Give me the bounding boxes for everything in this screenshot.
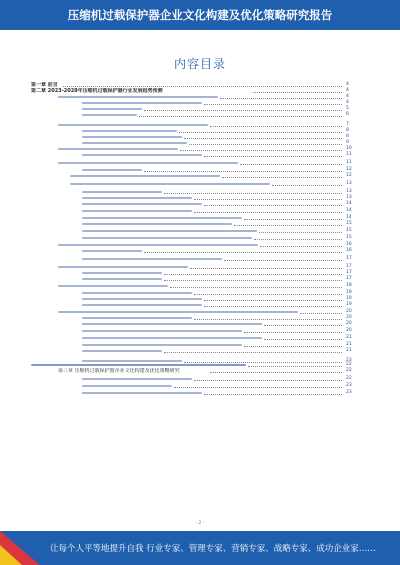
toc-leader-dots <box>264 339 342 340</box>
toc-entry-label <box>82 304 202 306</box>
toc-entry[interactable] <box>0 368 400 374</box>
toc-leader-dots <box>234 225 342 226</box>
toc-entry-label <box>58 266 188 268</box>
toc-leader-dots <box>180 150 342 151</box>
toc-page-number: 6 <box>346 112 349 117</box>
toc-page-number: 9 <box>346 140 349 145</box>
toc-entry-label <box>82 360 182 362</box>
toc-entry[interactable] <box>0 302 400 308</box>
toc-leader-dots <box>248 366 342 367</box>
toc-page-number: 20 <box>346 328 352 333</box>
toc-leader-dots <box>63 86 342 87</box>
toc-entry-label <box>82 191 162 193</box>
table-of-contents <box>0 82 400 530</box>
toc-leader-dots <box>253 92 342 93</box>
toc-entry-label <box>82 344 242 346</box>
toc-entry[interactable] <box>0 376 400 382</box>
toc-page-number: 23 <box>346 383 352 388</box>
footer-accent-yellow <box>0 545 22 565</box>
toc-leader-dots <box>210 126 342 127</box>
toc-page-number: 20 <box>346 315 352 320</box>
toc-leader-dots <box>220 98 342 99</box>
report-footer <box>0 531 400 565</box>
toc-entry[interactable] <box>0 181 400 187</box>
toc-page-number: 4 <box>346 82 349 87</box>
toc-page-number: 8 <box>346 134 349 139</box>
toc-entry[interactable] <box>0 348 400 354</box>
toc-leader-dots <box>210 372 342 373</box>
toc-entry-label <box>82 223 232 225</box>
toc-leader-dots <box>184 362 342 363</box>
toc-entry-label <box>31 364 246 366</box>
toc-leader-dots <box>144 171 342 172</box>
toc-entry-label <box>82 142 187 144</box>
toc-entry[interactable] <box>0 328 400 334</box>
toc-entry-label <box>82 114 137 116</box>
toc-entry-label <box>82 323 262 325</box>
toc-entry-label <box>58 148 178 150</box>
toc-entry[interactable] <box>0 358 400 364</box>
toc-leader-dots <box>204 300 342 301</box>
toc-page-number: 4 <box>346 94 349 99</box>
toc-page-number: 10 <box>346 146 352 151</box>
toc-entry[interactable] <box>0 152 400 158</box>
toc-leader-dots <box>244 346 342 347</box>
toc-entry[interactable] <box>0 256 400 262</box>
toc-entry[interactable] <box>0 335 400 341</box>
toc-page-number: 12 <box>346 173 352 178</box>
toc-leader-dots <box>170 287 342 288</box>
toc-page-number: 19 <box>346 290 352 295</box>
toc-entry[interactable] <box>0 321 400 327</box>
toc-leader-dots <box>189 144 342 145</box>
toc-entry-label <box>82 272 162 274</box>
toc-page-number: 13 <box>346 189 352 194</box>
toc-entry-label <box>58 124 208 126</box>
toc-leader-dots <box>264 325 342 326</box>
toc-page-number: 20 <box>346 321 352 326</box>
toc-entry-label <box>82 203 202 205</box>
toc-leader-dots <box>164 352 342 353</box>
toc-entry[interactable] <box>0 276 400 282</box>
toc-entry-label <box>82 230 257 232</box>
toc-page-number: 18 <box>346 283 352 288</box>
toc-entry-label <box>82 130 177 132</box>
toc-leader-dots <box>164 193 342 194</box>
toc-page-number: 15 <box>346 228 352 233</box>
toc-entry-label <box>82 330 242 332</box>
toc-page-number: 17 <box>346 256 352 261</box>
toc-entry-label <box>58 311 298 313</box>
toc-leader-dots <box>144 110 342 111</box>
toc-page-number: 17 <box>346 270 352 275</box>
toc-leader-dots <box>164 280 342 281</box>
toc-leader-dots <box>204 104 342 105</box>
toc-entry-label: 第二章 2023-2028年压缩机过载保护器行业发展趋势预测 <box>31 88 163 94</box>
toc-page-number: 16 <box>346 248 352 253</box>
toc-page-number: 23 <box>346 358 352 363</box>
toc-leader-dots <box>204 156 342 157</box>
toc-leader-dots <box>194 199 342 200</box>
toc-leader-dots <box>144 252 342 253</box>
toc-entry-label: 第一章 前言 <box>31 82 58 88</box>
toc-page-number: 17 <box>346 276 352 281</box>
toc-entry-label <box>58 244 258 246</box>
toc-leader-dots <box>204 394 342 395</box>
page-number: - 2 - <box>195 521 205 526</box>
toc-leader-dots <box>204 205 342 206</box>
toc-entry-label <box>82 350 162 352</box>
toc-page-number: 13 <box>346 181 352 186</box>
toc-page-number: 17 <box>346 264 352 269</box>
toc-leader-dots <box>194 294 342 295</box>
toc-leader-dots <box>164 274 342 275</box>
toc-page-number: 4 <box>346 100 349 105</box>
toc-leader-dots <box>244 332 342 333</box>
toc-entry-label <box>82 258 222 260</box>
toc-entry-label <box>82 378 192 380</box>
toc-leader-dots <box>254 239 342 240</box>
toc-entry-label <box>82 217 242 219</box>
toc-page-number: 21 <box>346 348 352 353</box>
toc-entry-label <box>82 317 192 319</box>
toc-entry[interactable] <box>0 173 400 179</box>
toc-leader-dots <box>179 132 342 133</box>
toc-leader-dots <box>244 219 342 220</box>
toc-leader-dots <box>194 212 342 213</box>
toc-entry-label <box>58 285 168 287</box>
toc-leader-dots <box>259 232 342 233</box>
toc-page-number: 21 <box>346 342 352 347</box>
toc-page-number: 16 <box>346 242 352 247</box>
toc-page-number: 11 <box>346 152 352 157</box>
toc-leader-dots <box>190 268 342 269</box>
toc-leader-dots <box>260 246 342 247</box>
toc-entry-label <box>82 197 192 199</box>
toc-page-number: 22 <box>346 362 352 367</box>
toc-leader-dots <box>272 185 342 186</box>
toc-entry-label <box>82 392 202 394</box>
toc-page-number: 14 <box>346 208 352 213</box>
report-title: 压缩机过载保护器企业文化构建及优化策略研究报告 <box>67 8 333 22</box>
toc-page-number: 22 <box>346 368 352 373</box>
toc-entry[interactable] <box>0 160 400 166</box>
toc-entry-label <box>82 108 142 110</box>
toc-entry-label <box>82 102 202 104</box>
toc-page-number: 20 <box>346 309 352 314</box>
toc-entry[interactable] <box>0 283 400 289</box>
toc-entry-label <box>82 169 142 171</box>
toc-page-number: 12 <box>346 167 352 172</box>
toc-page-number: 8 <box>346 128 349 133</box>
toc-leader-dots <box>139 116 342 117</box>
toc-entry-label: 第三章 压缩机过载保护器企业文化构建及优化策略研究 <box>58 368 180 374</box>
toc-entry-label <box>70 175 220 177</box>
toc-entry[interactable] <box>0 235 400 241</box>
toc-entry[interactable] <box>0 112 400 118</box>
toc-leader-dots <box>224 260 342 261</box>
toc-entry-label <box>82 385 172 387</box>
toc-page-number: 21 <box>346 335 352 340</box>
toc-entry-label <box>82 210 192 212</box>
toc-entry-label <box>82 154 202 156</box>
toc-entry[interactable] <box>0 390 400 396</box>
toc-page-number: 19 <box>346 296 352 301</box>
toc-entry-label <box>82 250 142 252</box>
toc-leader-dots <box>240 164 342 165</box>
toc-page-number: 14 <box>346 201 352 206</box>
footer-slogan: 让每个人平等地提升自我 行业专家、管理专家、营销专家、战略专家、成功企业家…… <box>50 544 376 554</box>
toc-page-number: 13 <box>346 195 352 200</box>
toc-entry[interactable] <box>0 248 400 254</box>
toc-heading: 内容目录 <box>173 57 226 71</box>
toc-entry[interactable] <box>0 201 400 207</box>
toc-entry-label <box>82 337 262 339</box>
toc-leader-dots <box>194 380 342 381</box>
toc-entry[interactable] <box>0 228 400 234</box>
toc-page-number: 4 <box>346 88 349 93</box>
toc-leader-dots <box>184 138 342 139</box>
toc-leader-dots <box>204 306 342 307</box>
toc-entry-label <box>58 162 238 164</box>
toc-entry[interactable] <box>0 208 400 214</box>
toc-page-number: 23 <box>346 390 352 395</box>
toc-leader-dots <box>222 177 342 178</box>
toc-leader-dots <box>174 387 342 388</box>
toc-page-number: 5 <box>346 106 349 111</box>
report-header <box>0 0 400 30</box>
toc-page-number: 7 <box>346 122 349 127</box>
toc-entry-label <box>70 183 270 185</box>
toc-page-number: 19 <box>346 302 352 307</box>
toc-page-number: 22 <box>346 376 352 381</box>
toc-entry-label <box>82 298 202 300</box>
toc-page-number: 15 <box>346 221 352 226</box>
toc-page-number: 14 <box>346 215 352 220</box>
toc-leader-dots <box>300 313 342 314</box>
toc-page-number: 11 <box>346 160 352 165</box>
toc-entry-label <box>82 136 182 138</box>
toc-entry-label <box>82 237 252 239</box>
toc-entry[interactable] <box>0 383 400 389</box>
toc-entry-label <box>58 96 218 98</box>
toc-page-number: 15 <box>346 235 352 240</box>
toc-entry-label <box>82 292 192 294</box>
toc-entry-label <box>82 278 162 280</box>
toc-leader-dots <box>194 319 342 320</box>
toc-entry[interactable] <box>0 221 400 227</box>
